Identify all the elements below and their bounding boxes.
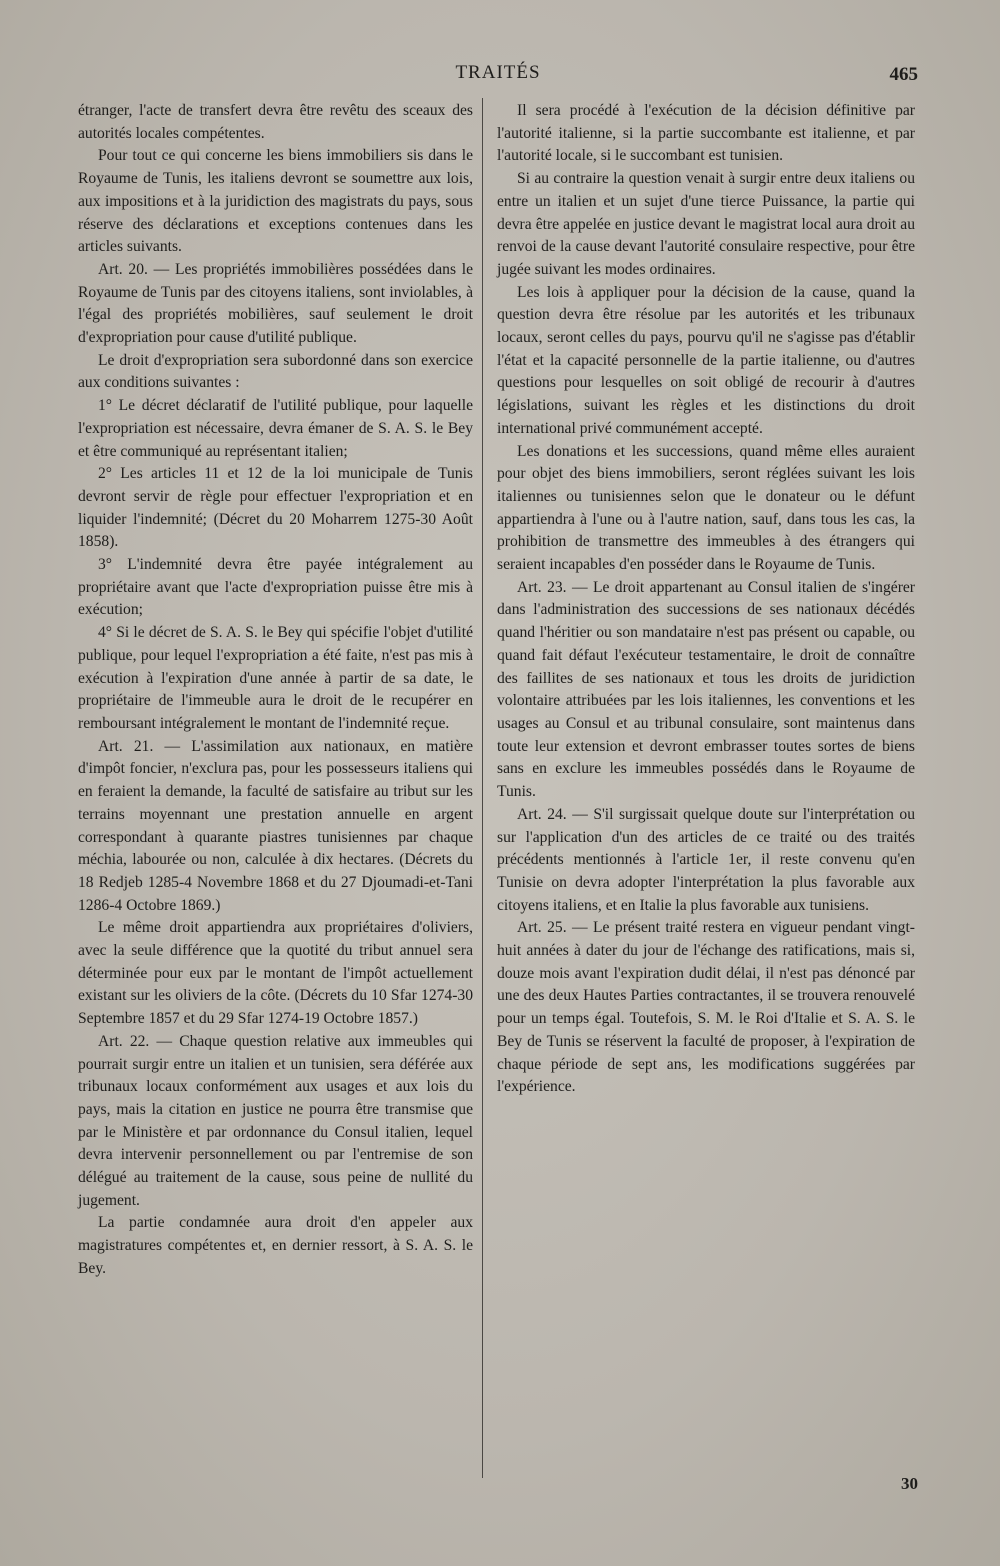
page-number: 465 xyxy=(889,64,918,85)
article-24: Art. 24. — S'il surgissait quelque doute sur l'interprétation ou sur l'application d'un des articles de ce traité ou des traités précédents mentionnés à l'article 1er, il reste convenu qu'en Tunisie on devra adopter l'interprétation la plus favorable aux citoyens italiens, et en Italie la plus favorable aux tunisiens. xyxy=(497,805,915,914)
paragraph: Le même droit appartiendra aux propriétaires d'oliviers, avec la seule différence que la quotité du tribut annuel sera déterminée pour eux par le montant de l'impôt actuellement existant sur les oliviers de la côte. (Décrets du 10 Sfar 1274-30 Septembre 1857 et du 29 Sfar 1274-19 Octobre 1857.) xyxy=(78,919,473,1028)
paragraph: Les donations et les successions, quand même elles auraient pour objet des biens immobiliers, seront réglées suivant les lois italiennes ou tunisiennes selon que le donateur ou le défunt appartiendra à l'une ou à l'autre nation, sauf, dans tous les cas, la prohibition de transmettre des immeubles à des étrangers qui seraient incapables d'en posséder dans le Royaume de Tunis. xyxy=(497,442,915,574)
paragraph: Les lois à appliquer pour la décision de la cause, quand la question devra être résolue par les autorités et les tribunaux locaux, seront celles du pays, pourvu qu'il ne s'agisse pas d'établir l'état et la capacité personnelle de la partie italienne, ou d'autres questions pour lesquelles on soit obligé de recourir à d'autres législations, suivant les règles et les distinctions du droit international privé communément accepté. xyxy=(497,283,915,437)
article-23: Art. 23. — Le droit appartenant au Consul italien de s'ingérer dans l'administration des successions de ses nationaux décédés quand l'héritier ou son mandataire n'est pas présent ou capable, ou quand fait défaut l'exécuteur testamentaire, le droit de connaître des faillites de ses nationaux et tous les droits de juridiction volontaire attribuées par les lois italiennes, les conventions et les usages au Consul et au tribunal consulaire, sont maintenus dans toute leur extension et devront embrasser toutes sortes de biens sans en exclure les immeubles possédés dans le Royaume de Tunis. xyxy=(497,578,915,801)
article-25: Art. 25. — Le présent traité restera en vigueur pendant vingt-huit années à dater du jour de l'échange des ratifications, mais si, douze mois avant l'expiration dudit délai, il n'est pas dénoncé par une des deux Hautes Parties contractantes, il se trouvera renouvelé pour un temps égal. Toutefois, S. M. le Roi d'Italie et S. A. S. le Bey de Tunis se réservent la faculté de proposer, à l'expiration de chaque période de sept ans, les modifications suggérées par l'expérience. xyxy=(497,919,915,1096)
paragraph: Le droit d'expropriation sera subordonné dans son exercice aux conditions suivantes : xyxy=(78,351,473,392)
paragraph: Pour tout ce qui concerne les biens immobiliers sis dans le Royaume de Tunis, les italiens devront se soumettre aux lois, aux impositions et à la juridiction des magistrats du pays, sous réserve des déclarations et exceptions contenues dans les articles suivants. xyxy=(78,147,473,256)
paragraph: La partie condamnée aura droit d'en appeler aux magistratures compétentes et, en dernier ressort, à S. A. S. le Bey. xyxy=(78,1214,473,1277)
condition-2: 2° Les articles 11 et 12 de la loi municipale de Tunis devront servir de règle pour effectuer l'expropriation et en liquider l'indemnité; (Décret du 20 Moharrem 1275-30 Août 1858). xyxy=(78,465,473,551)
condition-1: 1° Le décret déclaratif de l'utilité publique, pour laquelle l'expropriation est nécessaire, devra émaner de S. A. S. le Bey et être communiqué au représentant italien; xyxy=(78,397,473,460)
left-column xyxy=(78,100,473,1281)
right-column xyxy=(497,100,915,1099)
article-21: Art. 21. — L'assimilation aux nationaux, en matière d'impôt foncier, n'exclura pas, pour les possesseurs italiens qui en feraient la demande, la faculté de satisfaire au tribut sur les terrains moyennant une prestation annuelle en argent correspondant à quarante piastres tunisiennes par chaque méchia, labourée ou non, calculée à dix hectares. (Décrets du 18 Redjeb 1285-4 Novembre 1868 et du 27 Djoumadi-et-Tani 1286-4 Octobre 1869.) xyxy=(78,737,473,914)
column-divider xyxy=(482,98,483,1478)
paragraph: étranger, l'acte de transfert devra être revêtu des sceaux des autorités locales compétentes. xyxy=(78,102,473,142)
condition-4: 4° Si le décret de S. A. S. le Bey qui spécifie l'objet d'utilité publique, pour lequel l'expropriation a été faite, n'est pas mis à exécution à l'expiration d'une année à partir de sa date, le propriétaire de l'immeuble aura le droit de le recupérer en remboursant intégralement le montant de l'indemnité reçue. xyxy=(78,624,473,732)
condition-3: 3° L'indemnité devra être payée intégralement au propriétaire avant que l'acte d'expropriation puisse être mis à exécution; xyxy=(78,556,473,619)
running-head xyxy=(78,62,918,92)
signature-mark: 30 xyxy=(901,1474,918,1493)
page-title: TRAITÉS xyxy=(455,62,541,83)
article-22: Art. 22. — Chaque question relative aux immeubles qui pourrait surgir entre un italien et un tunisien, sera déférée aux tribunaux locaux conformément aux usages et aux lois du pays, mais la citation en justice ne pourra être transmise que par le Ministère et par ordonnance du Consul italien, lequel devra intervenir personnellement ou par l'entremise de son délégué au traitement de la cause, sous peine de nullité du jugement. xyxy=(78,1032,473,1209)
paragraph: Il sera procédé à l'exécution de la décision définitive par l'autorité italienne, si la partie succombante est italienne, et par l'autorité locale, si le succombant est tunisien. xyxy=(497,102,915,165)
article-20: Art. 20. — Les propriétés immobilières possédées dans le Royaume de Tunis par des citoyens italiens, sont inviolables, à l'égal des propriétés mobilières, sauf seulement le droit d'expropriation pour cause d'utilité publique. xyxy=(78,260,473,347)
paragraph: Si au contraire la question venait à surgir entre deux italiens ou entre un italien et un sujet d'une tierce Puissance, la partie qui devra être appelée en justice devant le magistrat local aura droit au renvoi de la cause devant l'autorité consulaire respective, pour être jugée suivant les modes ordinaires. xyxy=(497,170,915,278)
